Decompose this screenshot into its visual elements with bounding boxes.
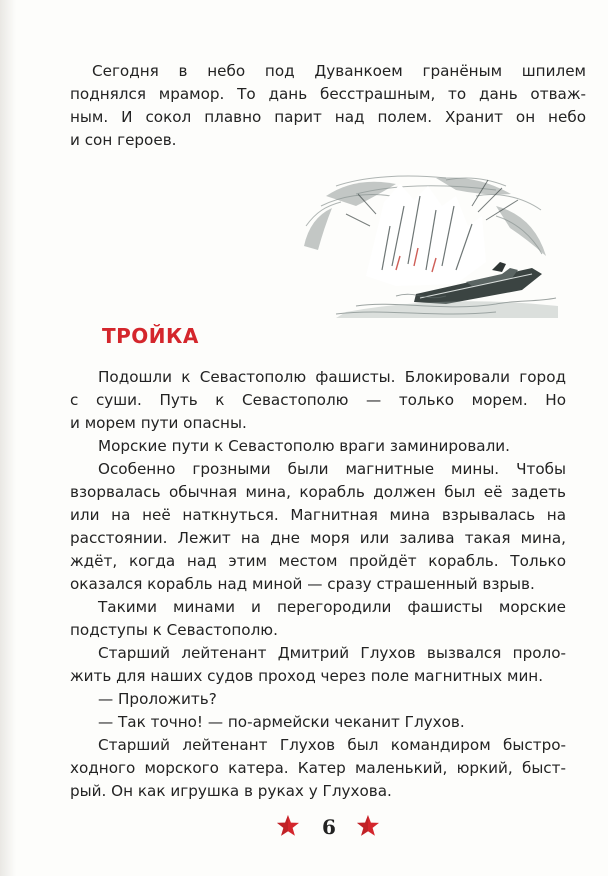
text-line: Морские пути к Севастополю враги заминировали.: [98, 437, 510, 455]
text-line: Особенно грозными были магнитные мины. Чтобы: [98, 460, 566, 478]
text-line: взорвалась обычная мина, корабль должен был её задеть: [70, 483, 566, 501]
intro-paragraph: [70, 60, 586, 152]
text-line: рый. Он как игрушка в руках у Глухова.: [70, 782, 392, 800]
text-line: или на неё наткнуться. Магнитная мина взрывалась на: [70, 506, 566, 524]
text-line: расстоянии. Лежит на дне моря или залива такая мина,: [70, 529, 566, 547]
text-line: с суши. Путь к Севастополю — только морем. Но: [70, 391, 566, 409]
text-line: ходного морского катера. Катер маленький, юркий, быст-: [70, 759, 566, 777]
chapter-paragraph: [70, 366, 566, 435]
boat-explosion-illustration: [296, 166, 562, 318]
red-star-icon: [356, 814, 380, 838]
dialogue-line: [70, 688, 566, 711]
text-line: жить для наших судов проход через поле магнитных мин.: [70, 667, 544, 685]
text-line: подступы к Севастополю.: [70, 621, 278, 639]
red-star-icon: [276, 814, 300, 838]
text-line: оказался корабль над миной — сразу страшенный взрыв.: [70, 575, 535, 593]
page-footer: [0, 814, 608, 846]
intro-line: ным. И сокол плавно парит над полем. Хранит он небо: [70, 108, 586, 126]
chapter-paragraph: [70, 734, 566, 803]
text-line: Такими минами и перегородили фашисты морские: [98, 598, 566, 616]
intro-line: Сегодня в небо под Дуванкоем гранёным шпилем: [92, 62, 586, 80]
text-line: ждёт, когда над этим местом пройдёт корабль. Только: [70, 552, 566, 570]
page-gutter-shadow: [0, 0, 16, 876]
chapter-title: ТРОЙКА: [102, 324, 199, 348]
text-line: Подошли к Севастополю фашисты. Блокировали город: [98, 368, 566, 386]
intro-line: и сон героев.: [70, 131, 177, 149]
page-number: 6: [322, 815, 336, 839]
text-line: Старший лейтенант Дмитрий Глухов вызвался проло-: [98, 644, 566, 662]
text-line: и морем пути опасны.: [70, 414, 247, 432]
text-line: — Так точно! — по-армейски чеканит Глухов.: [98, 713, 465, 731]
chapter-paragraph: [70, 596, 566, 642]
chapter-paragraph: [70, 458, 566, 596]
text-line: — Проложить?: [98, 690, 217, 708]
dialogue-line: [70, 711, 566, 734]
intro-line: поднялся мрамор. То дань бесстрашным, то дань отваж-: [70, 85, 586, 103]
chapter-paragraph: [70, 642, 566, 688]
text-line: Старший лейтенант Глухов был командиром быстро-: [98, 736, 566, 754]
chapter-paragraph: [70, 435, 566, 458]
